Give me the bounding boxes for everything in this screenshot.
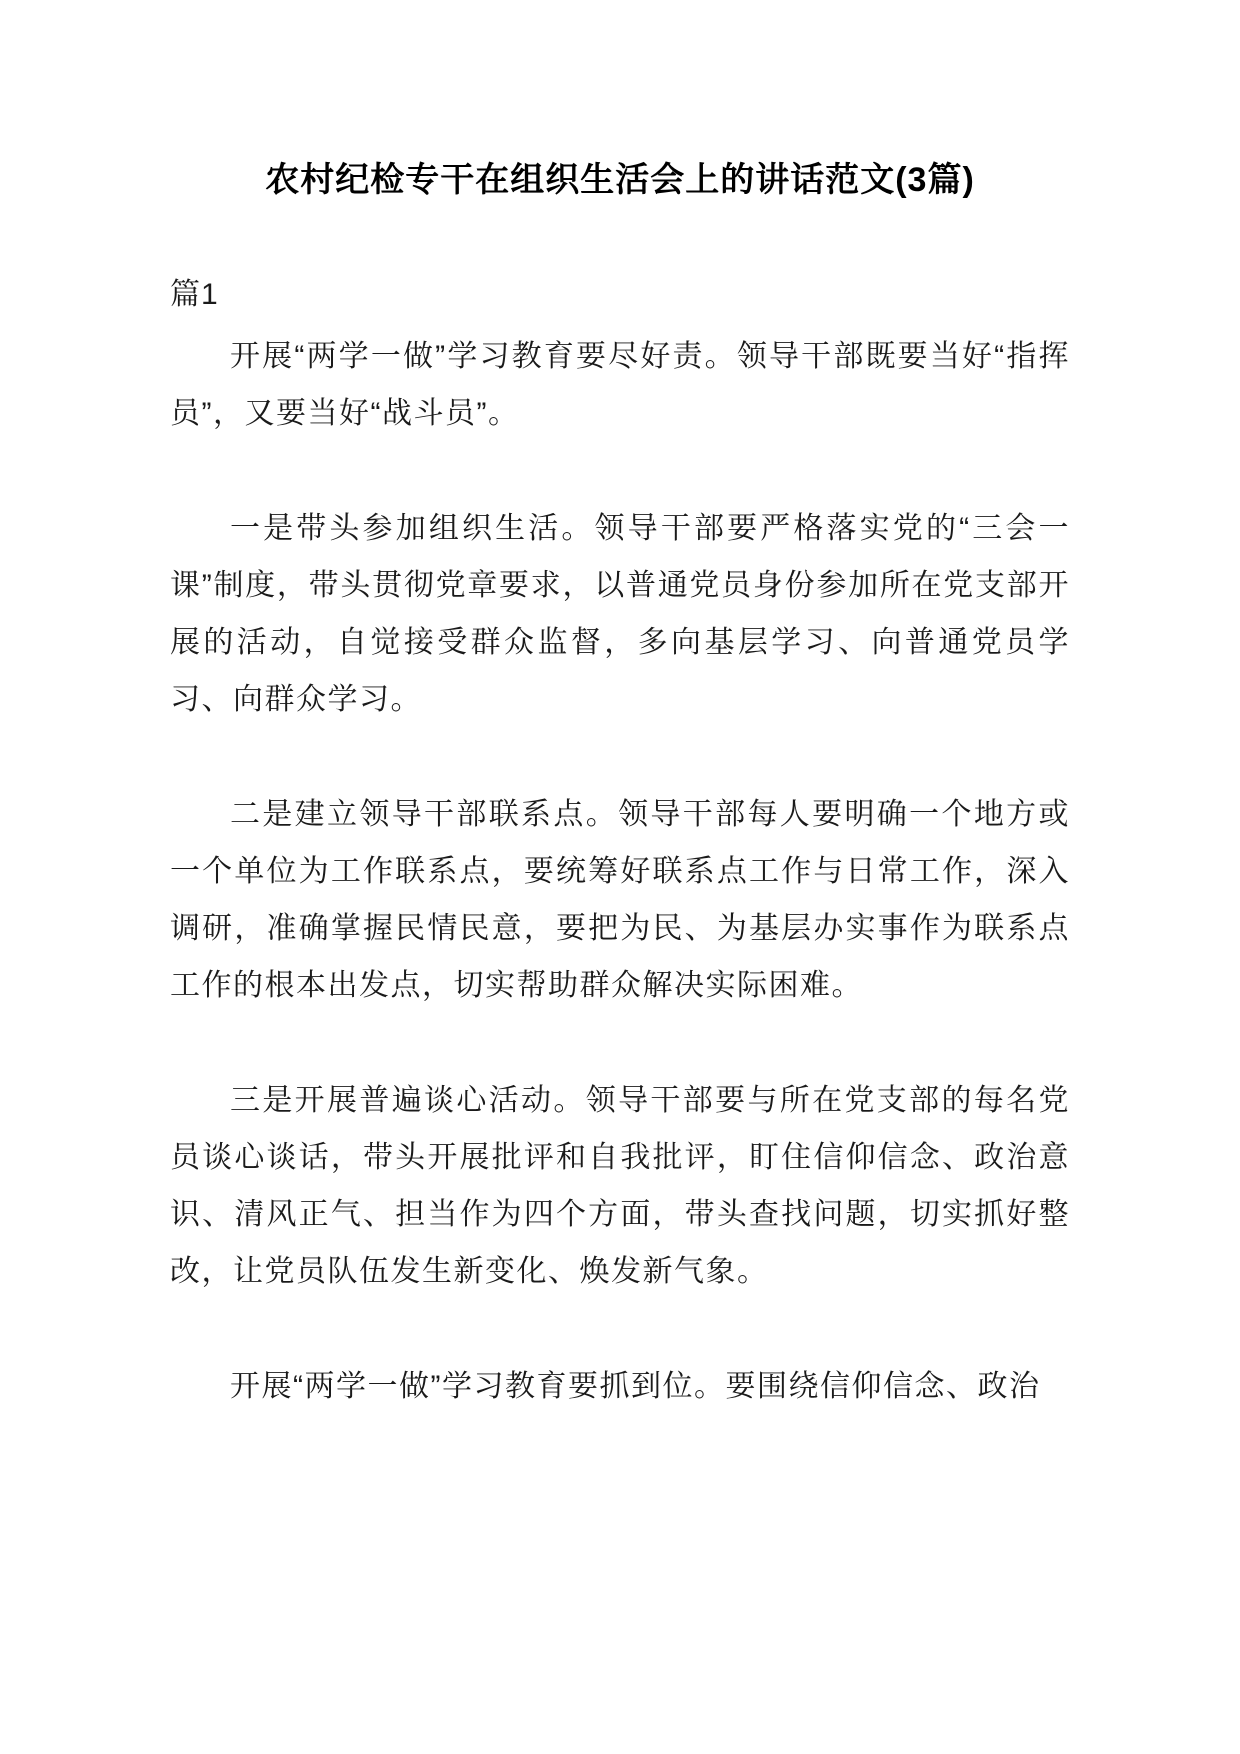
- document-title: 农村纪检专干在组织生活会上的讲话范文(3篇): [265, 161, 975, 199]
- paragraph: 三是开展普遍谈心活动。领导干部要与所在党支部的每名党员谈心谈话，带头开展批评和自我批评，盯住信仰信念、政治意识、清风正气、担当作为四个方面，带头查找问题，切实抓好整改，让党员队伍发生新变化、焕发新气象。: [170, 1084, 1070, 1288]
- section-label: 篇1: [170, 278, 219, 311]
- paragraph: 开展“两学一做”学习教育要抓到位。要围绕信仰信念、政治: [230, 1370, 1041, 1403]
- paragraph: 开展“两学一做”学习教育要尽好责。领导干部既要当好“指挥员”，又要当好“战斗员”。: [170, 340, 1070, 430]
- paragraph: 二是建立领导干部联系点。领导干部每人要明确一个地方或一个单位为工作联系点，要统筹好联系点工作与日常工作，深入调研，准确掌握民情民意，要把为民、为基层办实事作为联系点工作的根本出发点，切实帮助群众解决实际困难。: [170, 798, 1070, 1002]
- paragraph: 一是带头参加组织生活。领导干部要严格落实党的“三会一课”制度，带头贯彻党章要求，以普通党员身份参加所在党支部开展的活动，自觉接受群众监督，多向基层学习、向普通党员学习、向群众学习。: [170, 512, 1070, 716]
